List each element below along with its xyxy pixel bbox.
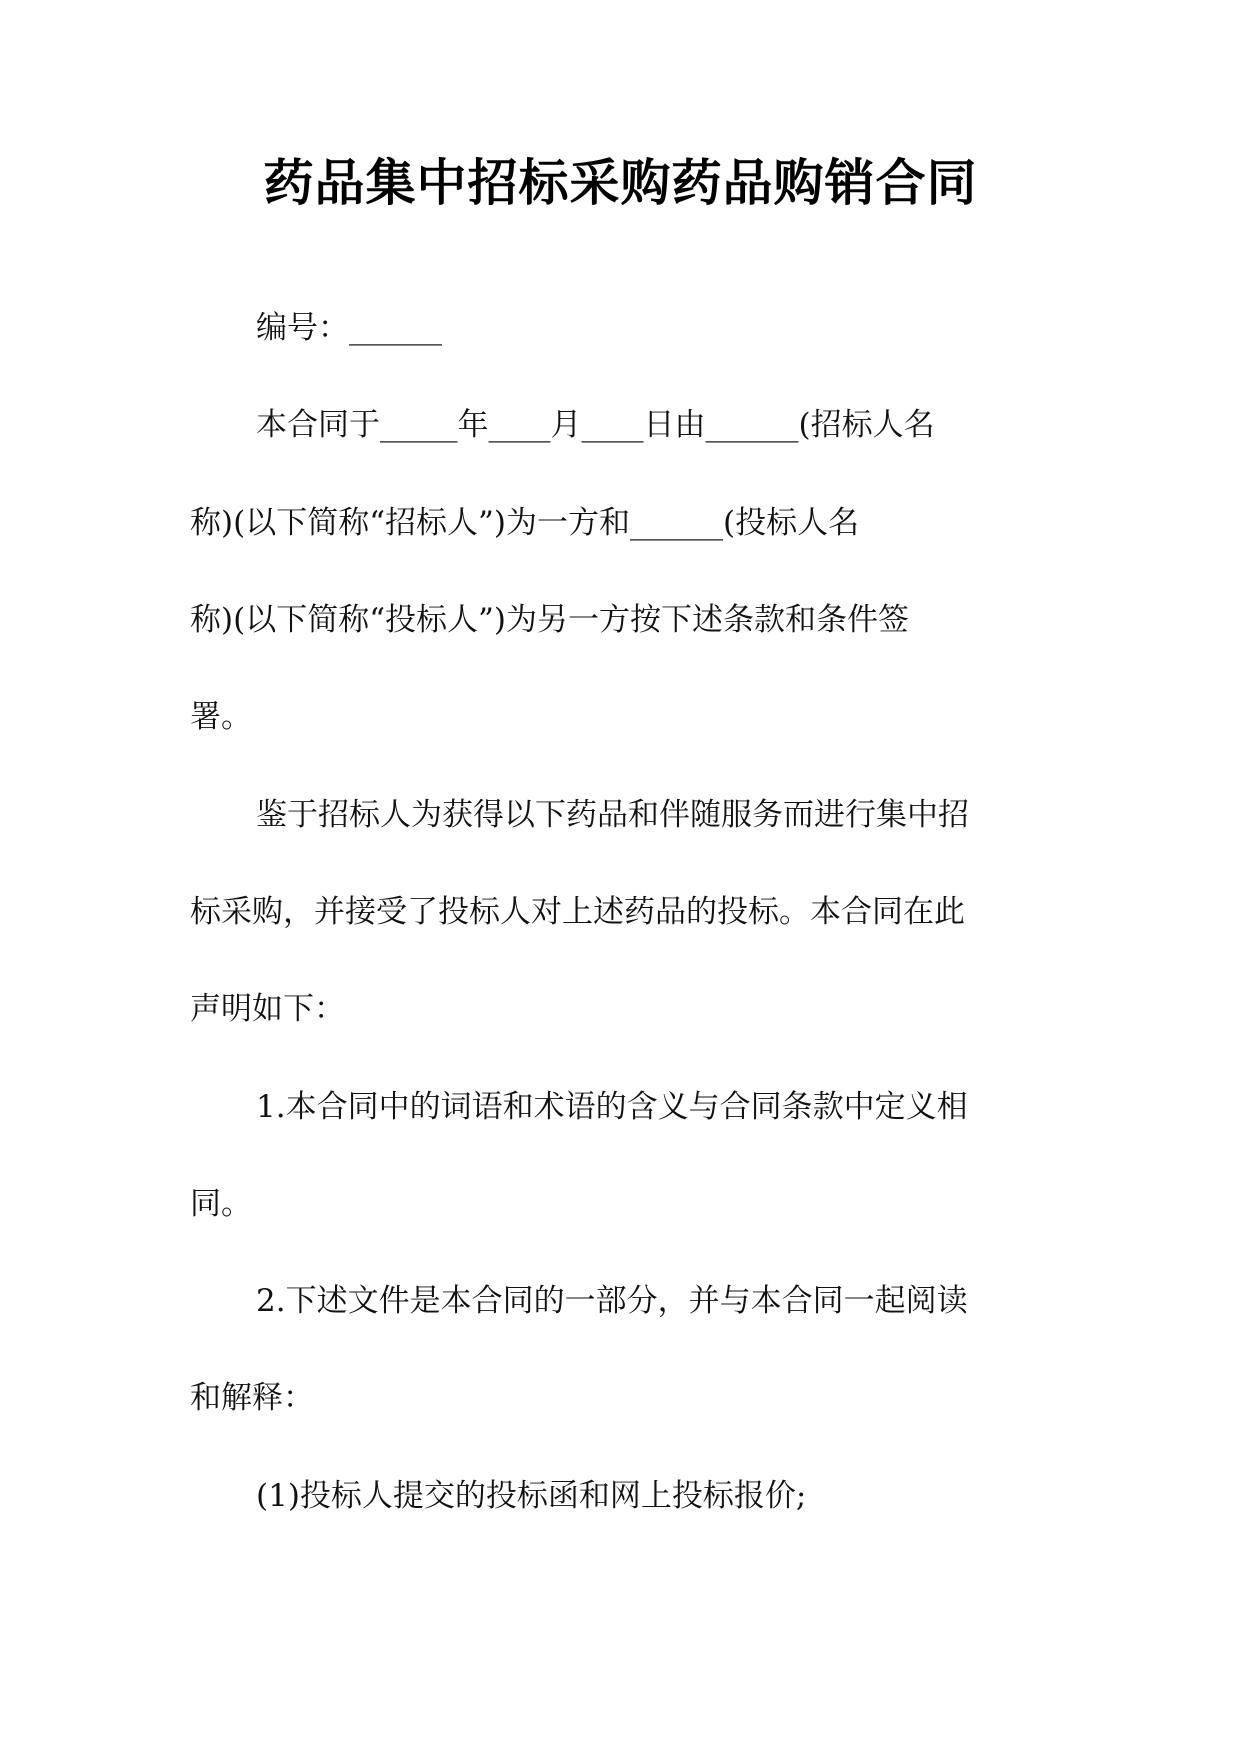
paragraph-line: 称)(以下简称“招标人”)为一方和______(投标人名 bbox=[190, 505, 860, 541]
paragraph-line: 鉴于招标人为获得以下药品和伴随服务而进行集中招 bbox=[256, 797, 969, 833]
document-title: 药品集中招标采购药品购销合同 bbox=[263, 154, 978, 212]
clause-line: 和解释： bbox=[190, 1380, 314, 1416]
clause-line: 2.下述文件是本合同的一部分，并与本合同一起阅读 bbox=[256, 1283, 968, 1319]
contract-number-line: 编号：______ bbox=[256, 310, 442, 346]
paragraph-line: 本合同于_____年____月____日由______(招标人名 bbox=[256, 407, 935, 443]
clause-line: 1.本合同中的词语和术语的含义与合同条款中定义相 bbox=[256, 1089, 968, 1125]
paragraph-line: 署。 bbox=[190, 699, 252, 735]
paragraph-line: 称)(以下简称“投标人”)为另一方按下述条款和条件签 bbox=[190, 602, 909, 638]
list-item: (1)投标人提交的投标函和网上投标报价; bbox=[256, 1478, 807, 1514]
paragraph-line: 声明如下： bbox=[190, 991, 345, 1027]
paragraph-line: 标采购，并接受了投标人对上述药品的投标。本合同在此 bbox=[190, 894, 965, 930]
clause-line: 同。 bbox=[190, 1186, 252, 1222]
